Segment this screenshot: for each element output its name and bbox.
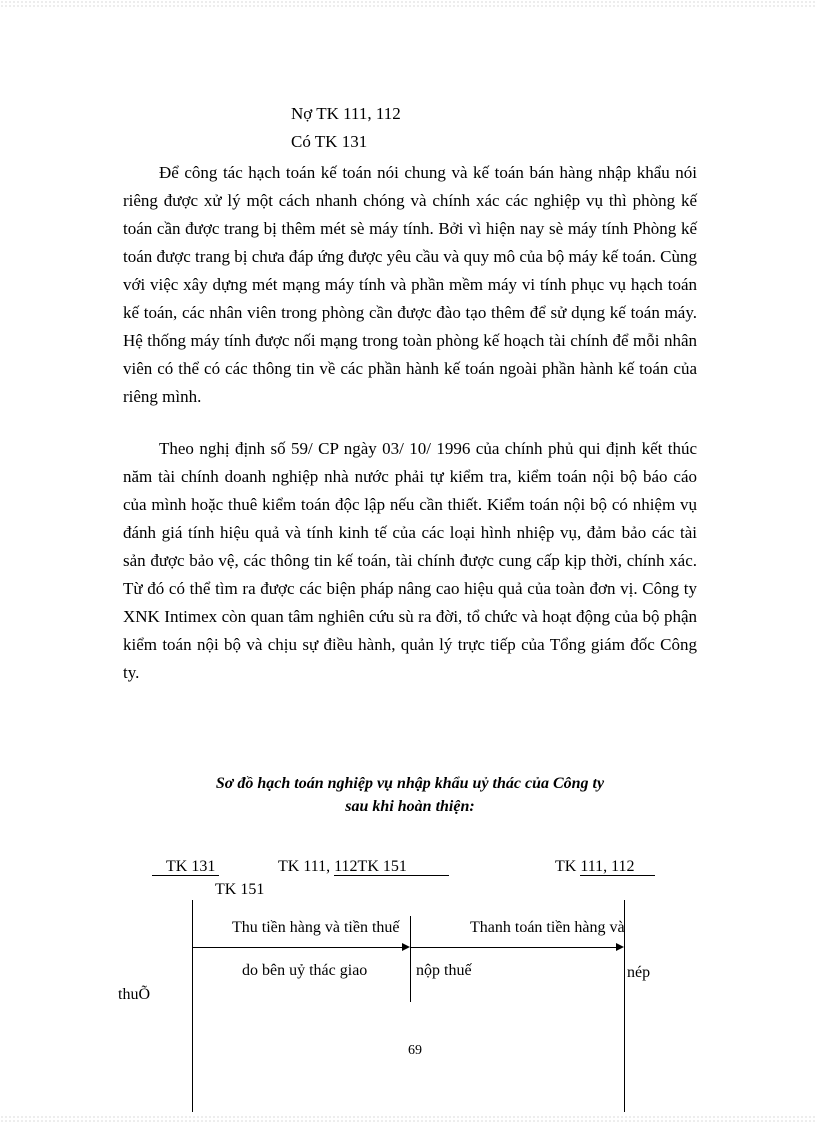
diagram-title-line-1: Sơ đồ hạch toán nghiệp vụ nhập khẩu uỷ thác của Công ty	[215, 775, 605, 792]
account-tk111-tk151	[278, 857, 449, 877]
flow-margin-text: thuÕ	[118, 986, 150, 1003]
account-tk111-112-right	[555, 857, 655, 877]
journal-credit: Có TK 131	[291, 132, 368, 151]
tk151-vertical-line	[410, 916, 411, 1002]
tk131-vertical-line	[192, 900, 193, 1112]
account-right-label: 111, 112	[580, 858, 654, 876]
arrow-head-collect	[402, 943, 410, 951]
account-tk131-label: TK 131	[152, 858, 219, 876]
page-number: 69	[408, 1043, 422, 1058]
bottom-scan-border	[0, 1115, 816, 1123]
arrow-line-collect	[193, 947, 402, 948]
account-tk131	[152, 857, 219, 877]
flow-collect-line-2: do bên uỷ thác giao	[242, 962, 368, 979]
paragraph-internal-audit: Theo nghị định số 59/ CP ngày 03/ 10/ 1996 của chính phủ qui định kết thúc năm tài chính doanh nghiệp nhà nước phải tự kiểm tra, kiểm toán nội bộ báo cáo của mình hoặc thuê kiểm toán độc lập nếu cần thiết. Kiểm toán nội bộ có nhiệm vụ đánh giá tính hiệu quả và tính kinh tế của các loại hình nhiệp vụ, đảm bảo các tài sản được bảo vệ, các thông tin kế toán, tài chính được cung cấp kịp thời, chính xác. Từ đó có thể tìm ra được các biện pháp nâng cao hiệu quả của toàn đơn vị. Công ty XNK Intimex còn quan tâm nghiên cứu sù ra đời, tổ chức và hoạt động của bộ phận kiểm toán nội bộ và chịu sự điều hành, quản lý trực tiếp của Tổng giám đốc Công ty.	[123, 439, 697, 682]
arrow-head-payment	[616, 943, 624, 951]
diagram-title-line-2: sau khi hoàn thiện:	[345, 798, 475, 815]
account-tk112-tk151-label: 112TK 151	[334, 858, 449, 876]
journal-debit: Nợ TK 111, 112	[291, 104, 401, 123]
flow-payment-line-2-right: nép	[627, 964, 651, 981]
flow-payment-line-2: nộp thuế	[416, 962, 472, 979]
paragraph-computer-equipment: Để công tác hạch toán kế toán nói chung và kế toán bán hàng nhập khẩu nói riêng được xử lý một cách nhanh chóng và chính xác các nghiệp vụ thì phòng kế toán cần được trang bị thêm mét sè máy tính. Bởi vì hiện nay sè máy tính Phòng kế toán được trang bị chưa đáp ứng được yêu cầu và quy mô của bộ máy kế toán. Cùng với việc xây dựng mét mạng máy tính và phần mềm máy vi tính phục vụ hạch toán kế toán, các nhân viên trong phòng cần được đào tạo thêm để sử dụng kế toán máy. Hệ thống máy tính được nối mạng trong toàn phòng kế hoạch tài chính để mỗi nhân viên có thể có các thông tin về các phần hành kế toán ngoài phần hành kế toán của riêng mình.	[123, 163, 697, 406]
account-tk151-sub: TK 151	[215, 881, 265, 898]
account-tk111-label: TK 111,	[278, 858, 335, 875]
arrow-line-payment	[411, 947, 616, 948]
flow-collect-line-1: Thu tiền hàng và tiền thuế	[232, 919, 400, 936]
account-right-prefix: TK	[555, 858, 581, 875]
flow-payment-line-1: Thanh toán tiền hàng và	[470, 919, 625, 936]
top-scan-border	[0, 0, 816, 8]
